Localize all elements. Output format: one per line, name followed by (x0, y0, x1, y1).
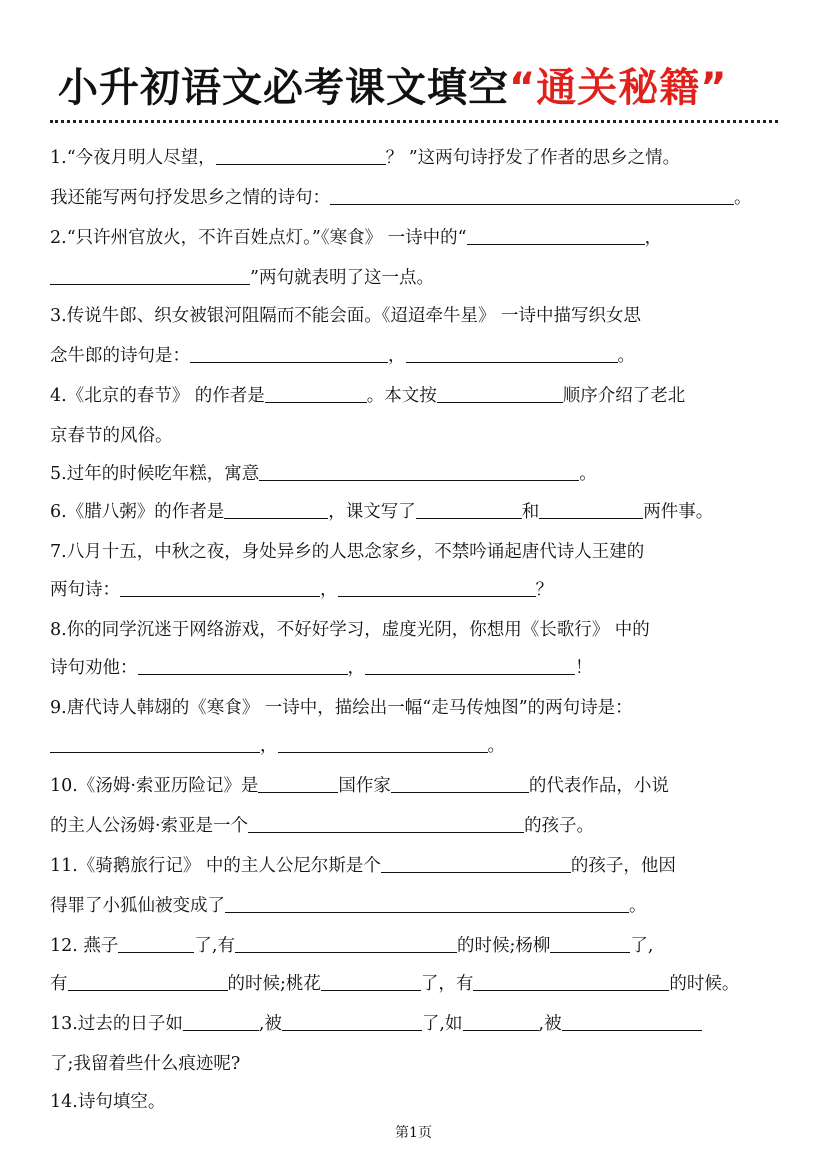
answer-blank[interactable] (437, 384, 563, 403)
answer-blank[interactable] (224, 500, 328, 519)
answer-blank[interactable] (381, 854, 571, 873)
question-line: 11.《骑鹅旅行记》 中的主人公尼尔斯是个 的孩子，他因 (50, 856, 676, 876)
question-line: 3.传说牛郎、织女被银河阻隔而不能会面。《迢迢牵牛星》 一诗中描写织女思 (50, 306, 642, 326)
answer-blank[interactable] (365, 656, 575, 675)
answer-blank[interactable] (282, 1012, 422, 1031)
page-number: 第1页 (395, 1125, 432, 1141)
answer-blank[interactable] (183, 1012, 259, 1031)
question-line: 诗句劝他： ， ！ (50, 658, 593, 678)
page-title (58, 62, 728, 114)
title-main: 小升初语文必考课文填空 (58, 65, 509, 111)
answer-blank[interactable] (562, 1012, 702, 1031)
question-line: 有 的时候;桃花 了，有 的时候。 (50, 974, 740, 994)
question-line: 的主人公汤姆·索亚是一个 的孩子。 (50, 816, 595, 836)
question-line: 1.“今夜月明人尽望， ？ ”这两句诗抒发了作者的思乡之情。 (50, 148, 681, 168)
question-line: 我还能写两句抒发思乡之情的诗句： 。 (50, 188, 752, 208)
answer-blank[interactable] (391, 774, 529, 793)
question-line: 6.《腊八粥》的作者是 ，课文写了 和 两件事。 (50, 502, 714, 522)
answer-blank[interactable] (216, 146, 386, 165)
answer-blank[interactable] (278, 734, 488, 753)
question-line: 8.你的同学沉迷于网络游戏，不好好学习，虚度光阴，你想用《长歌行》 中的 (50, 620, 650, 640)
question-line: 7.八月十五，中秋之夜，身处异乡的人思念家乡，不禁吟诵起唐代诗人王建的 (50, 542, 645, 562)
answer-blank[interactable] (50, 266, 250, 285)
answer-blank[interactable] (321, 972, 421, 991)
question-line: 念牛郎的诗句是： ， 。 (50, 346, 635, 366)
question-line: 京春节的风俗。 (50, 426, 173, 446)
answer-blank[interactable] (50, 734, 260, 753)
answer-blank[interactable] (338, 578, 536, 597)
question-line: 了;我留着些什么痕迹呢? (50, 1054, 241, 1074)
answer-blank[interactable] (235, 934, 457, 953)
answer-blank[interactable] (259, 462, 579, 481)
answer-blank[interactable] (118, 934, 194, 953)
answer-blank[interactable] (406, 344, 618, 363)
answer-blank[interactable] (539, 500, 643, 519)
answer-blank[interactable] (463, 1012, 539, 1031)
question-line: 10.《汤姆·索亚历险记》是 国作家 的代表作品，小说 (50, 776, 669, 796)
answer-blank[interactable] (248, 814, 524, 833)
question-line: 得罪了小狐仙被变成了 。 (50, 896, 647, 916)
question-line: 4.《北京的春节》 的作者是 。本文按 顺序介绍了老北 (50, 386, 686, 406)
answer-blank[interactable] (68, 972, 228, 991)
question-line: 2.“只许州官放火，不许百姓点灯。”《寒食》 一诗中的“ ， (50, 228, 663, 248)
answer-blank[interactable] (120, 578, 320, 597)
question-line: 13.过去的日子如 ,被 了,如 ,被 (50, 1012, 702, 1036)
question-line: 9.唐代诗人韩翃的《寒食》 一诗中，描绘出一幅“走马传烛图”的两句诗是： (50, 698, 633, 718)
answer-blank[interactable] (416, 500, 522, 519)
answer-blank[interactable] (473, 972, 669, 991)
question-line: 14.诗句填空。 (50, 1092, 166, 1112)
question-line: ， 。 (50, 734, 505, 758)
answer-blank[interactable] (138, 656, 348, 675)
answer-blank[interactable] (265, 384, 367, 403)
answer-blank[interactable] (330, 186, 734, 205)
answer-blank[interactable] (225, 894, 629, 913)
answer-blank[interactable] (190, 344, 388, 363)
question-line: ”两句就表明了这一点。 (50, 266, 434, 290)
dotted-divider (50, 120, 778, 123)
answer-blank[interactable] (550, 934, 630, 953)
title-highlight: “通关秘籍” (509, 65, 728, 111)
answer-blank[interactable] (258, 774, 338, 793)
question-line: 两句诗： ， ？ (50, 580, 553, 600)
answer-blank[interactable] (467, 226, 645, 245)
question-line: 5.过年的时候吃年糕，寓意 。 (50, 464, 597, 484)
question-line: 12. 燕子 了,有 的时候;杨柳 了, (50, 936, 654, 956)
